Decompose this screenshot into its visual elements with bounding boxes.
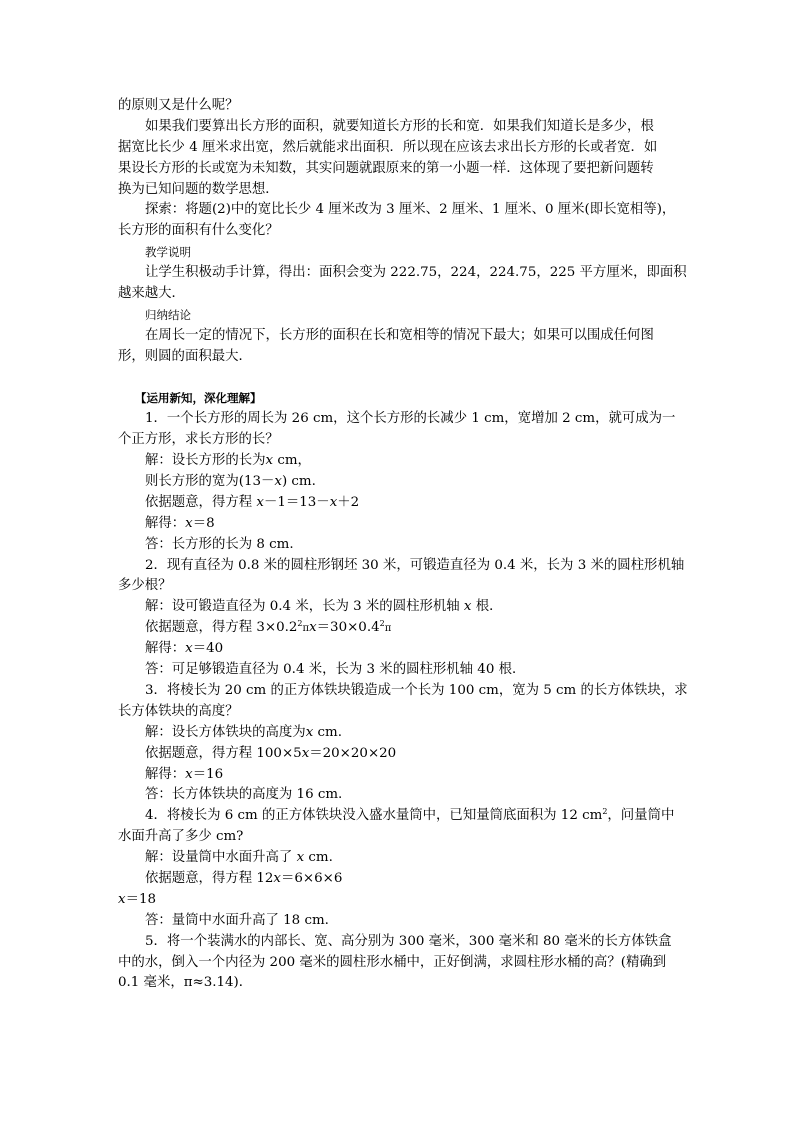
text: －1＝13－ xyxy=(263,494,330,510)
result-line xyxy=(118,639,680,660)
equation-line xyxy=(118,618,680,639)
conclusion-heading: 归纳结论 xyxy=(145,307,191,322)
text: 解得： xyxy=(145,515,186,531)
intro-paragraph xyxy=(118,117,680,201)
question-line: 个正方形，求长方形的长？ xyxy=(118,432,279,448)
conclusion-paragraph xyxy=(118,326,680,368)
variable: x xyxy=(273,870,281,886)
answer-line: 答：可足够锻造直径为 0.4 米，长为 3 米的圆柱形机轴 40 根． xyxy=(145,662,526,678)
question-line: 3．将棱长为 20 cm 的正方体铁块锻造成一个长为 100 cm，宽为 5 cm 的长方体铁块，求 xyxy=(145,682,688,698)
document-page xyxy=(118,96,688,994)
variable: x xyxy=(265,453,274,469)
text: 解：设长方体铁块的高度为 xyxy=(145,724,306,740)
paragraph-line: 如果我们要算出长方形的面积，就要知道长方形的长和宽．如果我们知道长是多少，根 xyxy=(145,118,654,134)
question-line xyxy=(118,806,680,827)
result-line xyxy=(118,765,680,786)
text: ＝20×20×20 xyxy=(309,745,397,761)
question-line: 1．一个长方形的周长为 26 cm，这个长方形的长减少 1 cm，宽增加 2 cm，就可成为一 xyxy=(145,411,676,427)
question-line: 中的水，倒入一个内径为 200 毫米的圆柱形水桶中，正好倒满，求圆柱形水桶的高？(精确到 xyxy=(118,954,667,970)
text: 依据题意，得方程 100×5 xyxy=(145,745,302,761)
text: ＝18 xyxy=(125,891,156,907)
variable: x xyxy=(185,766,193,782)
paragraph-line: 换为已知问题的数学思想． xyxy=(118,181,279,197)
text: 解得： xyxy=(145,641,186,657)
text: ＋2 xyxy=(337,494,360,510)
text: 解：设长方形的长为 xyxy=(145,453,266,469)
text: cm. xyxy=(304,850,333,866)
text: 依据题意，得方程 12 xyxy=(145,870,274,886)
text: ＝40 xyxy=(192,641,224,657)
superscript: 2 xyxy=(379,619,385,629)
text: 则长方形的宽为(13－ xyxy=(145,474,275,490)
answer-line: 答：长方形的长为 8 cm. xyxy=(145,536,294,552)
solution-line xyxy=(118,848,680,869)
equation-line xyxy=(118,744,680,765)
variable: x xyxy=(296,850,305,866)
question-4 xyxy=(118,806,680,931)
answer-line: 答：长方体铁块的高度为 16 cm. xyxy=(145,787,343,803)
variable: x xyxy=(185,641,193,657)
paragraph-line: 据宽比长少 4 厘米求出宽，然后就能求出面积．所以现在应该去求出长方形的长或者宽．如 xyxy=(118,139,658,155)
text: 根． xyxy=(471,599,503,615)
text: π xyxy=(302,623,310,635)
answer-line: 答：量筒中水面升高了 18 cm. xyxy=(145,912,329,928)
paragraph-line: 长方形的面积有什么变化？ xyxy=(118,223,279,239)
teaching-heading: 教学说明 xyxy=(145,245,191,260)
variable: x xyxy=(118,891,126,907)
text: cm. xyxy=(313,724,342,740)
text: 4．将棱长为 6 cm 的正方体铁块没入盛水量筒中，已知量筒底面积为 12 cm xyxy=(145,808,603,824)
variable: x xyxy=(274,474,282,490)
text: 解得： xyxy=(145,766,186,782)
question-line: 2．现有直径为 0.8 米的圆柱形钢坯 30 米，可锻造直径为 0.4 米，长为 3 米的圆柱形机轴 xyxy=(145,557,685,573)
result-line xyxy=(118,514,680,535)
variable: x xyxy=(309,620,317,636)
paragraph-line: 探索：将题(2)中的宽比长少 4 厘米改为 3 厘米、2 厘米、1 厘米、0 厘米(即长宽相等)， xyxy=(145,202,676,218)
solution-line xyxy=(118,451,680,472)
text: π xyxy=(384,623,392,635)
variable: x xyxy=(329,494,338,510)
question-line: 5．将一个装满水的内部长、宽、高分别为 300 毫米，300 毫米和 80 毫米的长方体铁盒 xyxy=(145,933,672,949)
question-3 xyxy=(118,681,688,806)
solution-line xyxy=(118,472,680,493)
text: cm， xyxy=(273,453,311,469)
paragraph-line: 让学生积极动手计算，得出：面积会变为 222.75，224，224.75，225 平方厘米，即面积 xyxy=(145,265,687,281)
section-heading: 【运用新知，深化理解】 xyxy=(135,391,262,406)
text: ＝16 xyxy=(192,766,224,782)
text: 依据题意，得方程 xyxy=(145,494,257,510)
solution-line xyxy=(118,723,680,744)
text: ＝8 xyxy=(192,515,215,531)
question-line: 0.1 毫米，π≈3.14)． xyxy=(118,975,253,991)
paragraph-line: 越来越大． xyxy=(118,286,185,302)
explore-paragraph xyxy=(118,200,680,242)
superscript: 2 xyxy=(297,619,303,629)
text: ) cm. xyxy=(281,474,316,490)
variable: x xyxy=(185,515,193,531)
text: 解：设可锻造直径为 0.4 米，长为 3 米的圆柱形机轴 xyxy=(145,599,464,615)
question-line: 多少根？ xyxy=(118,578,172,594)
equation-line xyxy=(118,869,680,890)
question-2 xyxy=(118,556,685,681)
text: ＝6×6×6 xyxy=(280,870,343,886)
superscript: 2 xyxy=(602,807,608,817)
variable: x xyxy=(305,724,314,740)
spacer xyxy=(118,368,680,389)
question-5 xyxy=(118,932,680,995)
variable: x xyxy=(301,745,310,761)
text: ＝30×0.4 xyxy=(316,620,380,636)
equation-line xyxy=(118,493,680,514)
result-line xyxy=(118,890,680,911)
solution-line xyxy=(118,597,680,618)
question-line: 长方体铁块的高度？ xyxy=(118,703,239,719)
paragraph-line: 果设长方形的长或宽为未知数，其实问题就跟原来的第一小题一样．这体现了要把新问题转 xyxy=(118,160,654,176)
teaching-paragraph xyxy=(118,263,687,305)
variable: x xyxy=(256,494,264,510)
variable: x xyxy=(463,599,472,615)
text: 依据题意，得方程 3×0.2 xyxy=(145,620,298,636)
paragraph-line: 形，则圆的面积最大． xyxy=(118,348,252,364)
text: ，问量筒中 xyxy=(607,808,675,824)
paragraph-line: 在周长一定的情况下，长方形的面积在长和宽相等的情况下最大；如果可以围成任何图 xyxy=(145,327,654,343)
intro-line: 的原则又是什么呢？ xyxy=(118,98,239,113)
question-line: 水面升高了多少 cm? xyxy=(118,829,244,845)
question-1 xyxy=(118,409,680,555)
text: 解：设量筒中水面升高了 xyxy=(145,850,297,866)
